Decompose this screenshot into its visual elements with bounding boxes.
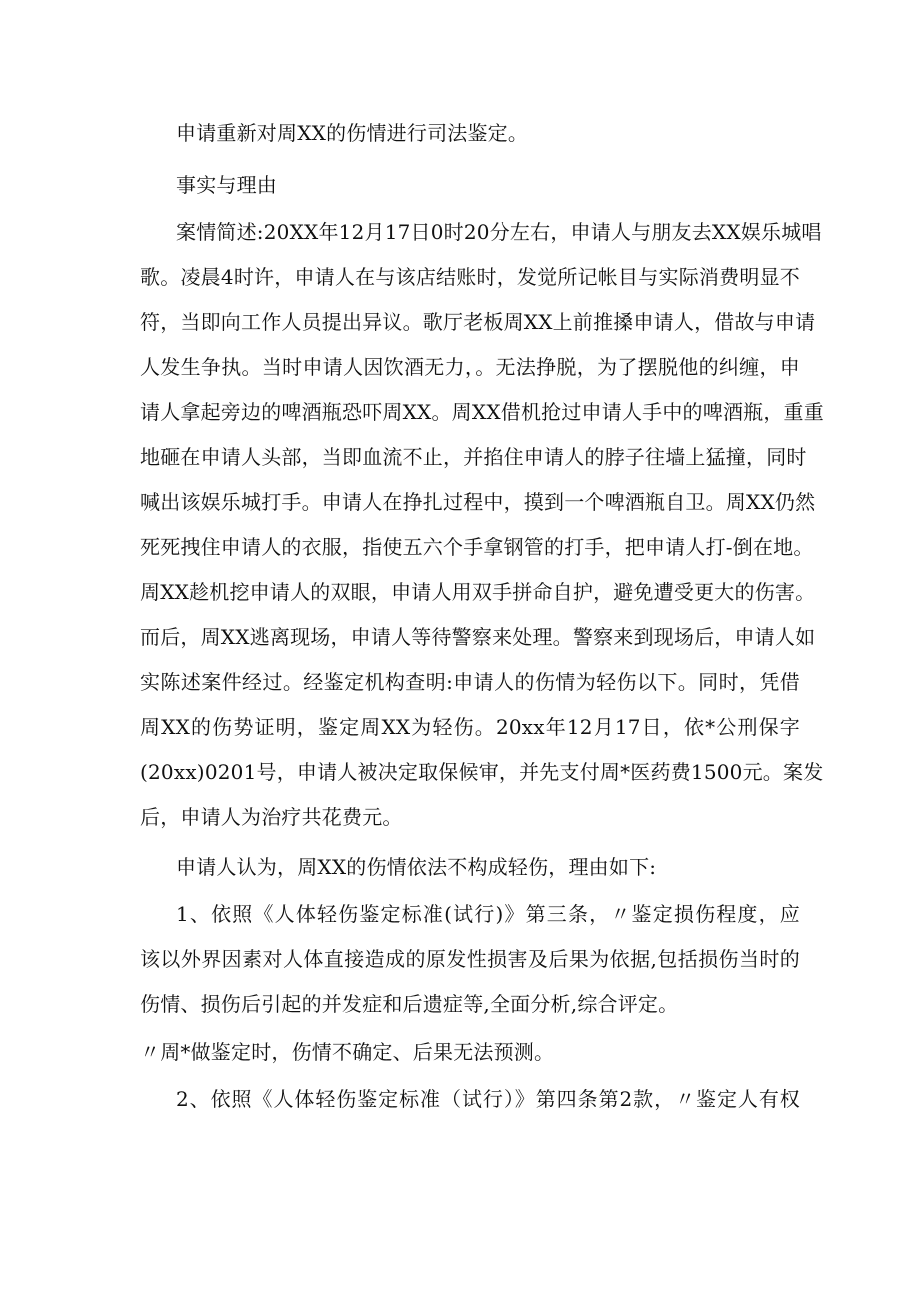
case-summary-line: (20xx)0201号，申请人被决定取保候审，并先支付周*医药费1500元。案发 [140, 760, 824, 784]
case-summary-line: 符，当即向工作人员提出异议。歌厅老板周XX上前推搡申请人，借故与申请 [140, 310, 816, 334]
paragraph-request: 申请重新对周XX的伤情进行司法鉴定。 [176, 121, 529, 145]
reason-1-line: 1、依照《人体轻伤鉴定标准(试行)》第三条，〃鉴定损伤程度，应 [176, 902, 800, 926]
case-summary-line: 喊出该娱乐城打手。申请人在挣扎过程中，摸到一个啤酒瓶自卫。周XX仍然 [140, 490, 816, 514]
case-summary-line: 案情简述:20XX年12月17日0时20分左右，申请人与朋友去XX娱乐城唱 [176, 220, 822, 244]
case-summary-line: 而后，周XX逃离现场，申请人等待警察来处理。警察来到现场后，申请人如 [140, 625, 816, 649]
reason-1-line: 该以外界因素对人体直接造成的原发性损害及后果为依据,包括损伤当时的 [140, 947, 800, 971]
case-summary-line: 地砸在申请人头部，当即血流不止，并掐住申请人的脖子往墙上猛撞，同时 [140, 445, 807, 469]
case-summary-line: 人发生争执。当时申请人因饮酒无力，。无法挣脱，为了摆脱他的纠缠，申 [140, 355, 800, 379]
case-summary-line: 周XX的伤势证明，鉴定周XX为轻伤。20xx年12月17日，依*公刑保字 [140, 715, 800, 739]
reason-1-line: 伤情、损伤后引起的并发症和后遗症等,全面分析,综合评定。 [140, 992, 679, 1016]
reason-1-line: 〃周*做鉴定时，伤情不确定、后果无法预测。 [140, 1040, 555, 1064]
case-summary-line: 歌。凌晨4时许，申请人在与该店结账时，发觉所记帐目与实际消费明显不 [140, 265, 800, 289]
reason-2-line: 2、依照《人体轻伤鉴定标准（试行）》第四条第2款，〃鉴定人有权 [176, 1087, 800, 1111]
case-summary-line: 后，申请人为治疗共花费元。 [140, 805, 403, 829]
case-summary-line: 请人拿起旁边的啤酒瓶恐吓周XX。周XX借机抢过申请人手中的啤酒瓶，重重 [140, 400, 824, 424]
case-summary-line: 周XX趁机挖申请人的双眼，申请人用双手拼命自护，避免遭受更大的伤害。 [140, 580, 816, 604]
case-summary-line: 死死拽住申请人的衣服，指使五六个手拿钢管的打手，把申请人打-倒在地。 [140, 535, 814, 559]
section-heading-facts-and-reasons: 事实与理由 [176, 173, 277, 197]
paragraph-applicant-opinion: 申请人认为，周XX的伤情依法不构成轻伤，理由如下: [176, 855, 657, 879]
case-summary-line: 实陈述案件经过。经鉴定机构查明:申请人的伤情为轻伤以下。同时，凭借 [140, 670, 800, 694]
